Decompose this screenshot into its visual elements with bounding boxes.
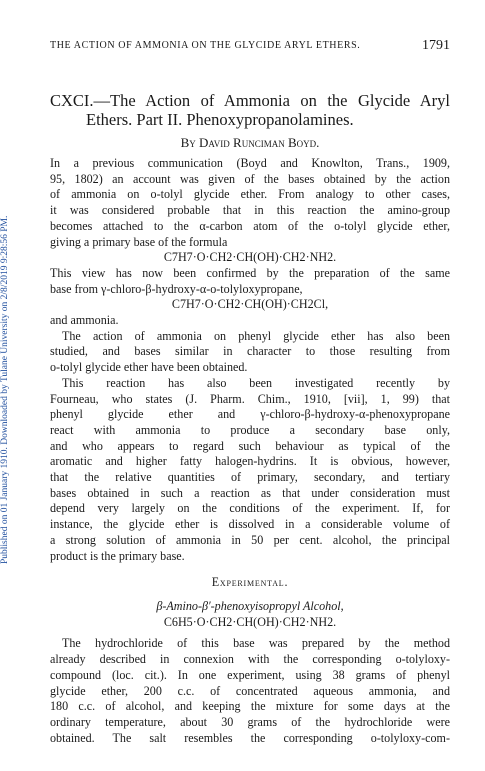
article-title-line-1: CXCI.—The Action of Ammonia on the Glycide Aryl [50,91,450,110]
article-title [50,91,450,129]
text-line: compound (loc. cit.). In one experiment, using 38 grams of phenyl [50,667,450,682]
running-head-title: THE ACTION OF AMMONIA ON THE GLYCIDE ARYL ETHERS. [50,40,361,51]
text-line: glycide ether, 200 c.c. of concentrated aqueous ammonia, and [50,683,450,698]
formula-primary-base: C7H7·O·CH2·CH(OH)·CH2·NH2. [163,250,337,265]
download-watermark: Published on 01 January 1910. Downloaded by Tulane University on 2/8/2019 9:28:56 PM. [0,215,10,565]
text-line: that the relative quantities of primary, secondary, and tertiary [50,470,450,485]
text-line: This reaction has also been investigated recently by [62,375,450,390]
text-line: studied, and bases similar in character to those resulting from [50,344,450,359]
text-line: instance, the glycide ether is dissolved in a considerable volume of [50,517,450,532]
compound-name: β-Amino-β′-phenoxyisopropyl Alcohol, [156,598,344,613]
text-line: aromatic and higher fatty halogen-hydrins. It is obvious, however, [50,454,450,469]
paragraph-intro [50,156,450,250]
text-line: obtained. The salt resembles the corresponding o-tolyloxy-com- [50,730,450,745]
text-line: and who appears to regard such behaviour as typical of the [50,438,450,453]
text-line: This view has now been confirmed by the preparation of the same [50,265,450,280]
text-line: In a previous communication (Boyd and Knowlton, Trans., 1909, [50,156,450,170]
text-line: Fourneau, who states (J. Pharm. Chim., 1910, [vii], 1, 99) that [50,391,450,406]
text-line: bases obtained in such a reaction as that under consideration must [50,485,450,500]
text-line: base from γ-chloro-β-hydroxy-α-o-tolyloxypropane, [50,281,303,296]
article-title-line-2: Ethers. Part II. Phenoxypropanolamines. [86,110,354,129]
running-head [50,40,450,51]
text-line: depend very largely on the conditions of the experiment. If, for [50,501,450,516]
section-heading-experimental: Experimental. [211,575,289,590]
text-line: it was considered probable that in this reaction the amino-group [50,203,450,218]
author-line: By David Runciman Boyd. [180,135,320,150]
text-line: The action of ammonia on phenyl glycide ether has also been [62,328,450,343]
text-line: 95, 1802) an account was given of the bases obtained by the action [50,171,450,186]
text-line: The hydrochloride of this base was prepared by the method [62,636,450,651]
compound-formula: C6H5·O·CH2·CH(OH)·CH2·NH2. [163,614,337,629]
text-line: becomes attached to the α-carbon atom of the o-tolyl glycide ether, [50,218,450,233]
paragraph-phenyl-ether [50,329,450,376]
text-line: of ammonia on o-tolyl glycide ether. From analogy to other cases, [50,187,450,202]
text-line: product is the primary base. [50,548,185,563]
text-line: already described in connexion with the corresponding o-tolyloxy- [50,652,450,667]
text-line: a strong solution of ammonia in 50 per cent. alcohol, the principal [50,532,450,547]
page-number: 1791 [422,38,450,53]
text-line: react with ammonia to produce a secondary base only, [50,422,450,437]
text-line: o-tolyl glycide ether have been obtained. [50,360,248,375]
text-line: ordinary temperature, about 30 grams of the hydrochloride were [50,714,450,729]
text-line: phenyl glycide ether and γ-chloro-β-hydroxy-α-phenoxypropane [50,407,450,422]
paragraph-and-ammonia [50,313,450,329]
paragraph-confirmation [50,266,450,297]
formula-chlorohydrin: C7H7·O·CH2·CH(OH)·CH2Cl, [171,297,329,312]
text-line: 180 c.c. of alcohol, and keeping the mixture for some days at the [50,699,450,714]
text-line: giving a primary base of the formula [50,234,228,249]
article-body [50,156,450,746]
paragraph-hydrochloride [50,636,450,746]
paragraph-fourneau [50,376,450,564]
text-line: and ammonia. [50,313,119,328]
